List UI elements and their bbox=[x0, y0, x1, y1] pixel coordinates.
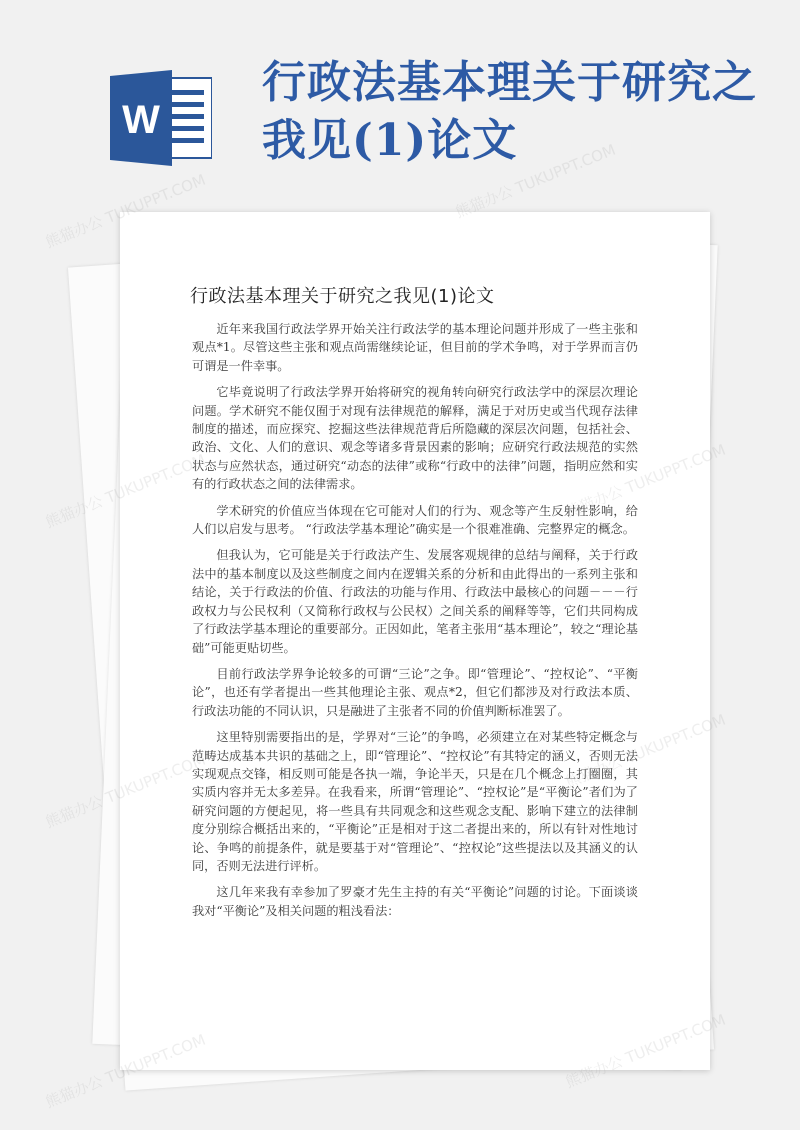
watermark: 熊猫办公 TUKUPPT.COM bbox=[43, 170, 209, 252]
document-title: 行政法基本理关于研究之我见(1)论文 bbox=[190, 286, 495, 307]
document-body bbox=[192, 320, 638, 928]
watermark: 熊猫办公 bbox=[43, 1072, 106, 1112]
watermark: 熊猫办公 bbox=[563, 1052, 626, 1092]
paragraph: 近年来我国行政法学界开始关注行政法学的基本理论问题并形成了一些主张和观点*1。尽管这些主张和观点尚需继续论证，但目前的学术争鸣，对于学界而言仍可谓是一件幸事。 bbox=[192, 322, 638, 373]
word-logo-line bbox=[168, 90, 204, 95]
watermark: 熊猫办公 bbox=[43, 792, 106, 832]
watermark: 熊猫办公 bbox=[43, 492, 106, 532]
word-logo bbox=[110, 70, 212, 166]
word-logo-line bbox=[168, 138, 204, 143]
paragraph: 目前行政法学界争论较多的可谓“三论”之争。即“管理论”、“控权论”、“平衡论”，也还有学者提出一些其他理论主张、观点*2，但它们都涉及对行政法本质、行政法功能的不同认识，只是融进了主张者不同的价值判断标准罢了。 bbox=[192, 666, 638, 718]
word-logo-line bbox=[168, 114, 204, 119]
watermark: 熊猫办公 TUKUPPT.COM bbox=[453, 140, 619, 222]
paragraph: 它毕竟说明了行政法学界开始将研究的视角转向研究行政法学中的深层次理论问题。学术研究不能仅囿于对现有法律规范的解释，满足于对历史或当代现存法律制度的描述，而应探究、挖掘这些法律规范背后所隐藏的深层次问题，包括社会、政治、文化、人们的意识、观念等诸多背景因素的影响；应研究行政法规范的实然状态与应然状态，通过研究“动态的法律”或称“行政中的法律”问题，指明应然和实有的行政状态之间的法律需求。 bbox=[192, 385, 638, 492]
word-logo-letter: W bbox=[122, 98, 160, 142]
word-logo-line bbox=[168, 126, 204, 131]
word-logo-line bbox=[168, 102, 204, 107]
paragraph: 学术研究的价值应当体现在它可能对人们的行为、观念等产生反射性影响，给人们以启发与思考。 “行政法学基本理论”确实是一个很难准确、完整界定的概念。 bbox=[192, 503, 638, 537]
paragraph: 这几年来我有幸参加了罗豪才先生主持的有关“平衡论”问题的讨论。下面谈谈我对“平衡论”及相关问题的粗浅看法： bbox=[192, 885, 638, 918]
paragraph: 这里特别需要指出的是，学界对“三论”的争鸣，必须建立在对某些特定概念与范畴达成基本共识的基础之上，即“管理论”、“控权论”有其特定的涵义，否则无法实现观点交锋，相反则可能是各执一端，争论半天，只是在几个概念上打圈圈，其实质内容并无太多差异。在我看来，所谓“管理论”、“控权论”是“平衡论”者们为了研究问题的方便起见，将一些具有共同观念和这些观念支配、影响下建立的法律制度分别综合概括出来的，“平衡论”正是相对于这二者提出来的，所以有针对性地讨论、争鸣的前提条件，就是要基于对“管理论”、“控权论”这些提法以及其涵义的认同，否则无法进行评析。 bbox=[192, 730, 638, 873]
paragraph: 但我认为，它可能是关于行政法产生、发展客观规律的总结与阐释，关于行政法中的基本制度以及这些制度之间内在逻辑关系的分析和由此得出的一系列主张和结论，关于行政法的价值、行政法的功能与作用、行政法中最核心的问题－－－行政权力与公民权利（又简称行政权与公民权）之间关系的阐释等等，它们共同构成了行政法学基本理论的重要部分。正因如此，笔者主张用“基本理论”，较之“理论基础”可能更贴切些。 bbox=[192, 548, 638, 655]
header-title: 行政法基本理关于研究之我见(1)论文 bbox=[262, 57, 757, 166]
document-page bbox=[120, 212, 710, 1070]
